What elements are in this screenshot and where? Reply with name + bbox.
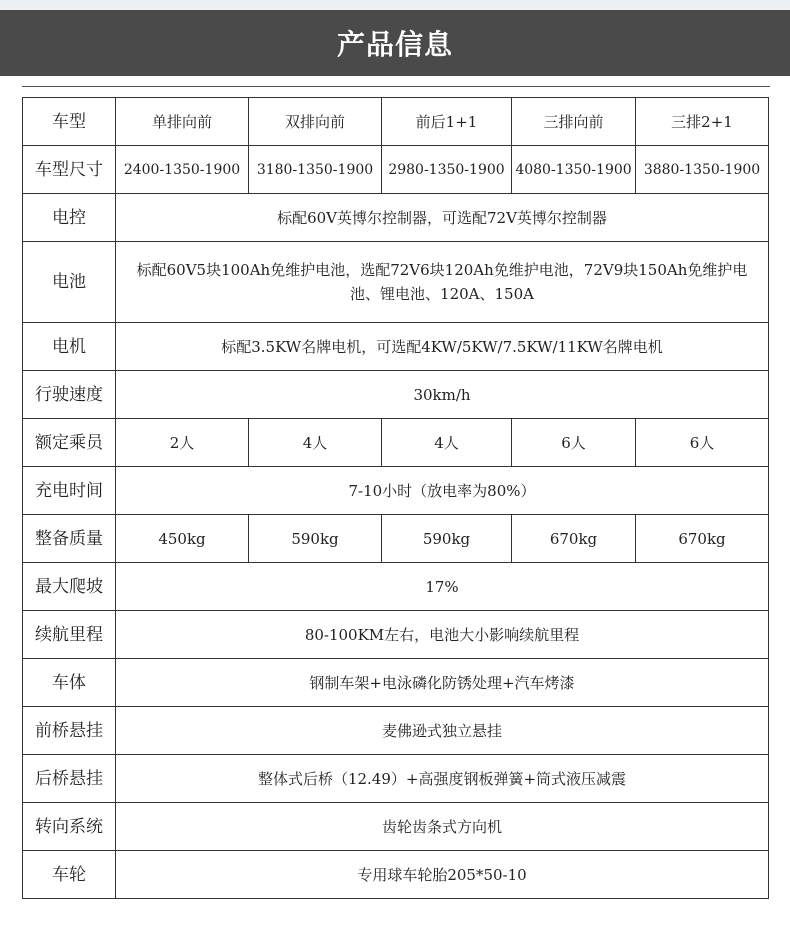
row-label-steering: 转向系统 [23, 803, 116, 851]
row-label-rear-suspension: 后桥悬挂 [23, 755, 116, 803]
row-label-wheels: 车轮 [23, 851, 116, 899]
table-cell: 670kg [512, 515, 636, 563]
table-cell: 麦佛逊式独立悬挂 [116, 707, 769, 755]
table-row [23, 467, 769, 515]
row-label-front-suspension: 前桥悬挂 [23, 707, 116, 755]
table-cell: 4人 [249, 419, 382, 467]
spec-table [22, 97, 769, 899]
table-cell: 450kg [116, 515, 249, 563]
row-label-controller: 电控 [23, 194, 116, 242]
table-row [23, 515, 769, 563]
table-row [23, 707, 769, 755]
table-cell: 590kg [249, 515, 382, 563]
table-cell: 整体式后桥（12.49）+高强度钢板弹簧+筒式液压减震 [116, 755, 769, 803]
row-label-battery: 电池 [23, 242, 116, 323]
table-cell: 4080-1350-1900 [512, 146, 636, 194]
table-row [23, 371, 769, 419]
column-header: 双排向前 [249, 98, 382, 146]
table-cell: 670kg [636, 515, 769, 563]
top-rule [0, 0, 790, 10]
table-cell: 钢制车架+电泳磷化防锈处理+汽车烤漆 [116, 659, 769, 707]
column-header: 单排向前 [116, 98, 249, 146]
row-label-charge: 充电时间 [23, 467, 116, 515]
row-label-climb: 最大爬坡 [23, 563, 116, 611]
row-label-body: 车体 [23, 659, 116, 707]
table-row [23, 563, 769, 611]
divider [22, 86, 770, 87]
page-title: 产品信息 [336, 28, 453, 61]
table-cell: 17% [116, 563, 769, 611]
row-label-weight: 整备质量 [23, 515, 116, 563]
row-label-speed: 行驶速度 [23, 371, 116, 419]
row-label-range: 续航里程 [23, 611, 116, 659]
table-row [23, 611, 769, 659]
column-header: 三排2+1 [636, 98, 769, 146]
row-label-model: 车型 [23, 98, 116, 146]
row-label-motor: 电机 [23, 323, 116, 371]
table-row [23, 419, 769, 467]
table-row [23, 755, 769, 803]
table-row [23, 851, 769, 899]
table-cell: 4人 [382, 419, 512, 467]
table-cell: 2980-1350-1900 [382, 146, 512, 194]
table-row [23, 803, 769, 851]
table-cell: 590kg [382, 515, 512, 563]
table-cell: 标配3.5KW名牌电机，可选配4KW/5KW/7.5KW/11KW名牌电机 [116, 323, 769, 371]
table-cell: 齿轮齿条式方向机 [116, 803, 769, 851]
table-cell: 3180-1350-1900 [249, 146, 382, 194]
table-cell: 6人 [636, 419, 769, 467]
table-cell: 标配60V英博尔控制器，可选配72V英博尔控制器 [116, 194, 769, 242]
column-header: 三排向前 [512, 98, 636, 146]
table-cell: 6人 [512, 419, 636, 467]
table-row [23, 242, 769, 323]
column-header: 前后1+1 [382, 98, 512, 146]
table-cell: 80-100KM左右，电池大小影响续航里程 [116, 611, 769, 659]
table-cell: 专用球车轮胎205*50-10 [116, 851, 769, 899]
table-row [23, 659, 769, 707]
table-cell: 2400-1350-1900 [116, 146, 249, 194]
table-row [23, 323, 769, 371]
table-row [23, 146, 769, 194]
table-row [23, 98, 769, 146]
table-cell: 3880-1350-1900 [636, 146, 769, 194]
table-cell: 标配60V5块100Ah免维护电池，选配72V6块120Ah免维护电池，72V9块150Ah免维护电池、锂电池、120A、150A [116, 242, 769, 323]
row-label-size: 车型尺寸 [23, 146, 116, 194]
table-cell: 30km/h [116, 371, 769, 419]
table-cell: 2人 [116, 419, 249, 467]
row-label-seats: 额定乘员 [23, 419, 116, 467]
table-row [23, 194, 769, 242]
header-banner [0, 10, 790, 76]
table-cell: 7-10小时（放电率为80%） [116, 467, 769, 515]
